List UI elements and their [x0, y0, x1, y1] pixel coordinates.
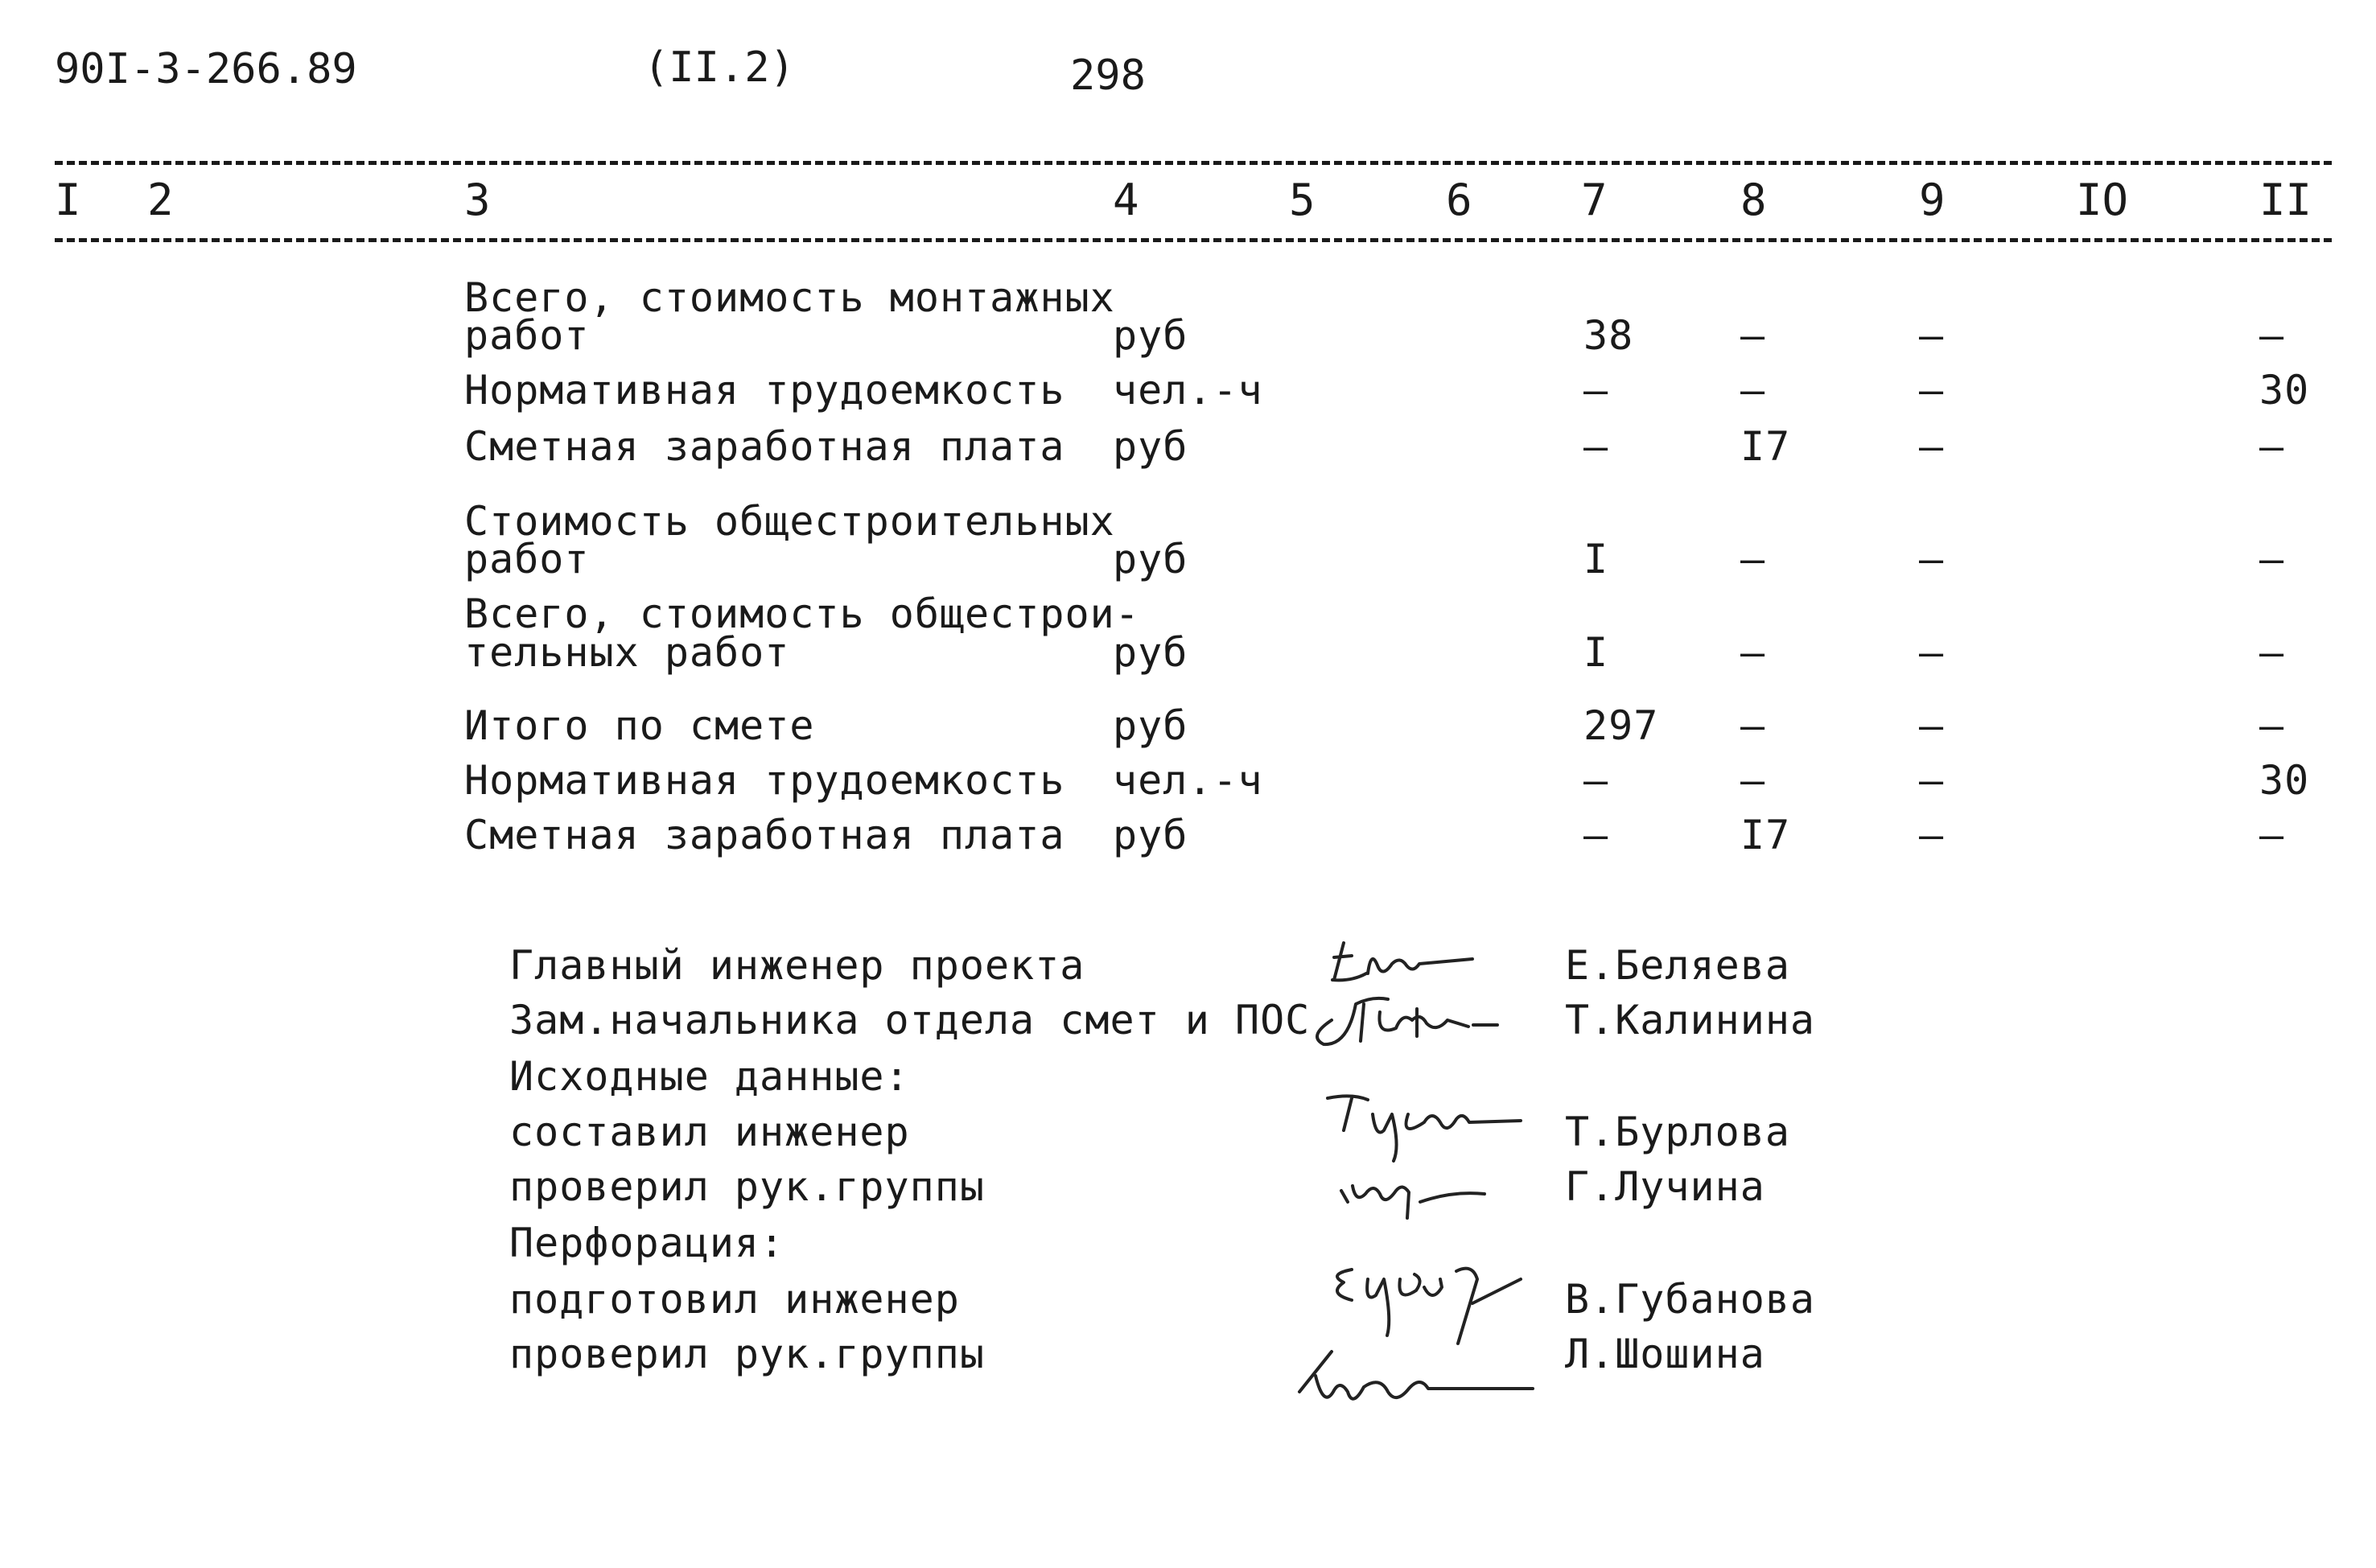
row-name: работ — [464, 536, 590, 582]
column-header: 4 — [1113, 175, 1139, 225]
row-unit: руб — [1113, 536, 1188, 582]
cell-col7: I — [1583, 536, 1609, 582]
cell-col7: 38 — [1583, 312, 1634, 359]
cell-col7: – — [1583, 757, 1609, 804]
table-header-rule — [55, 238, 2332, 242]
row-name: Нормативная трудоемкость — [464, 757, 1065, 804]
handwritten-signature — [1283, 1344, 1541, 1432]
row-name: тельных работ — [464, 629, 790, 676]
handwritten-signature — [1299, 988, 1509, 1052]
row-name: Сметная заработная плата — [464, 812, 1065, 858]
handwritten-signature — [1320, 1255, 1529, 1352]
signature-role: Главный инженер проекта — [509, 942, 1085, 989]
page-number: 298 — [1070, 51, 1146, 100]
column-header: 5 — [1289, 175, 1316, 225]
cell-col7: I — [1583, 629, 1609, 676]
section-number: (II.2) — [644, 43, 795, 92]
signature-role: проверил рук.группы — [509, 1163, 985, 1210]
cell-col9: – — [1919, 423, 1945, 470]
cell-col11: – — [2259, 629, 2285, 676]
cell-col9: – — [1919, 702, 1945, 749]
document-code: 90I-3-266.89 — [55, 45, 357, 93]
row-unit: руб — [1113, 702, 1188, 749]
cell-col7: 297 — [1583, 702, 1659, 749]
signature-person: Т.Бурлова — [1565, 1109, 1790, 1155]
cell-col11: 30 — [2259, 757, 2310, 804]
column-header: I — [55, 175, 81, 225]
row-name: Нормативная трудоемкость — [464, 367, 1065, 414]
column-header: 9 — [1919, 175, 1946, 225]
signature-role: составил инженер — [509, 1109, 910, 1155]
cell-col8: – — [1740, 702, 1766, 749]
cell-col11: 30 — [2259, 367, 2310, 414]
row-unit: чел.-ч — [1113, 367, 1263, 414]
row-name: Всего, стоимость монтажных — [464, 274, 1115, 321]
signature-person: Л.Шошина — [1565, 1331, 1765, 1377]
cell-col8: – — [1740, 312, 1766, 359]
row-unit: руб — [1113, 812, 1188, 858]
handwritten-signature — [1320, 933, 1480, 990]
cell-col11: – — [2259, 812, 2285, 858]
cell-col8: – — [1740, 367, 1766, 414]
row-unit: руб — [1113, 423, 1188, 470]
row-name: работ — [464, 312, 590, 359]
cell-col9: – — [1919, 629, 1945, 676]
cell-col8: – — [1740, 536, 1766, 582]
column-header: 6 — [1446, 175, 1472, 225]
cell-col7: – — [1583, 812, 1609, 858]
cell-col8: – — [1740, 629, 1766, 676]
signature-section-heading: Исходные данные: — [509, 1053, 910, 1100]
signature-section-heading: Перфорация: — [509, 1220, 785, 1266]
row-name: Сметная заработная плата — [464, 423, 1065, 470]
cell-col11: – — [2259, 702, 2285, 749]
signature-person: Е.Беляева — [1565, 942, 1790, 989]
cell-col8: I7 — [1740, 812, 1791, 858]
signature-role: Зам.начальника отдела смет и ПОС — [509, 997, 1311, 1043]
column-header: 2 — [147, 175, 174, 225]
handwritten-signature — [1332, 1159, 1493, 1223]
cell-col9: – — [1919, 536, 1945, 582]
cell-col7: – — [1583, 367, 1609, 414]
row-unit: руб — [1113, 312, 1188, 359]
cell-col11: – — [2259, 312, 2285, 359]
row-name: Стоимость общестроительных — [464, 498, 1115, 545]
signature-person: Т.Калинина — [1565, 997, 1816, 1043]
column-header: 8 — [1740, 175, 1767, 225]
handwritten-signature — [1320, 1090, 1529, 1163]
row-unit: руб — [1113, 629, 1188, 676]
column-header: II — [2259, 175, 2312, 225]
signature-role: проверил рук.группы — [509, 1331, 985, 1377]
column-header: 3 — [464, 175, 491, 225]
signature-person: Г.Лучина — [1565, 1163, 1765, 1210]
cell-col11: – — [2259, 423, 2285, 470]
cell-col8: I7 — [1740, 423, 1791, 470]
column-header: 7 — [1581, 175, 1608, 225]
table-top-rule — [55, 161, 2332, 165]
row-unit: чел.-ч — [1113, 757, 1263, 804]
cell-col9: – — [1919, 812, 1945, 858]
signature-person: В.Губанова — [1565, 1276, 1816, 1323]
cell-col8: – — [1740, 757, 1766, 804]
cell-col7: – — [1583, 423, 1609, 470]
cell-col9: – — [1919, 757, 1945, 804]
signature-role: подготовил инженер — [509, 1276, 960, 1323]
cell-col9: – — [1919, 312, 1945, 359]
cell-col11: – — [2259, 536, 2285, 582]
row-name: Итого по смете — [464, 702, 815, 749]
cell-col9: – — [1919, 367, 1945, 414]
row-name: Всего, стоимость общестрои- — [464, 591, 1140, 637]
column-header: IO — [2076, 175, 2129, 225]
